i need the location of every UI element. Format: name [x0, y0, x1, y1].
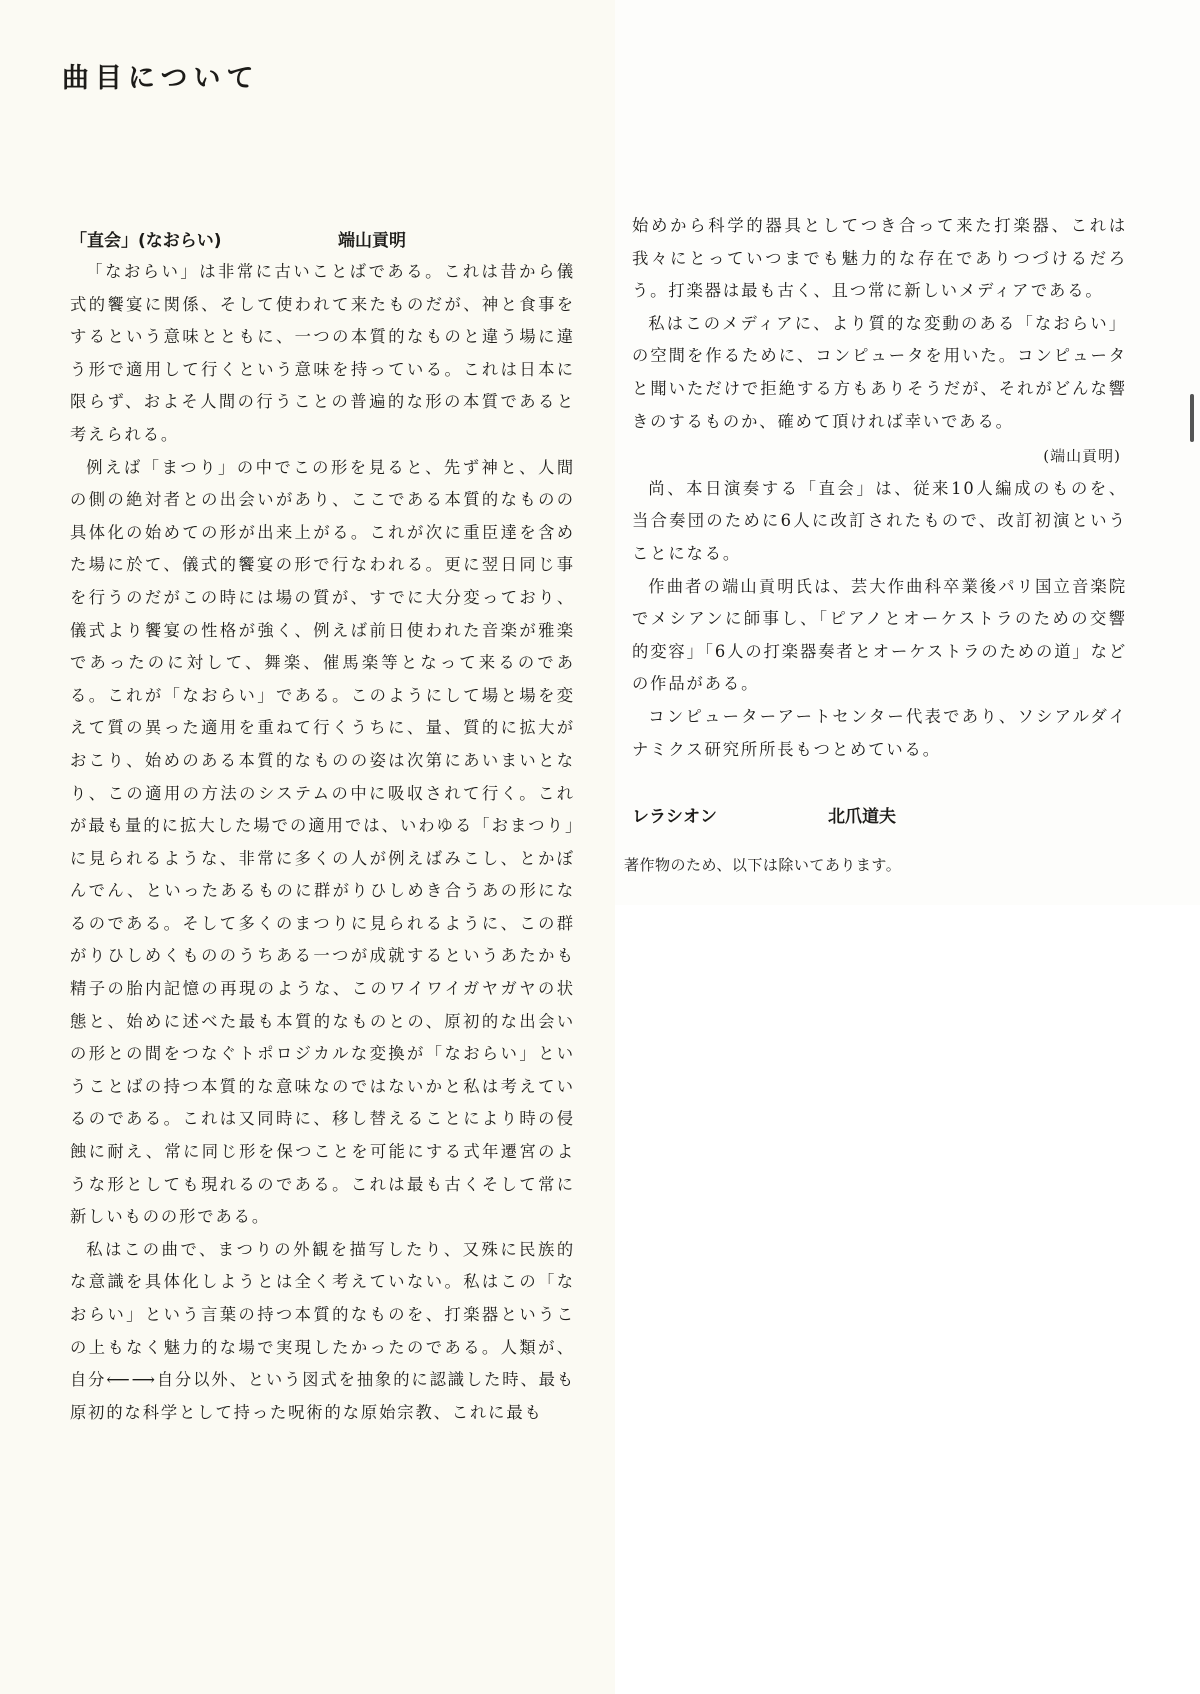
- paragraph: 私はこのメディアに、より質的な変動のある「なおらい」の空間を作るために、コンピュータを用いた。コンピュータと聞いただけで拒絶する方もありそうだが、それがどんな響きのするものか、確めて頂ければ幸いである。: [632, 313, 1127, 431]
- blank-area: [615, 905, 1200, 1694]
- left-column: [70, 226, 575, 1429]
- section-title: レラシオン: [632, 807, 717, 828]
- signature: (端山貢明): [1043, 447, 1121, 466]
- right-column: [624, 216, 1127, 875]
- section-author: 北爪道夫: [828, 807, 896, 828]
- section-heading-naorai: [70, 226, 575, 256]
- section-title: 「直会」(なおらい): [70, 231, 222, 251]
- paragraph: 始めから科学的器具としてつき合って来た打楽器、これは我々にとっていつまでも魅力的な存在でありつづけるだろう。打楽器は最も古く、且つ常に新しいメディアである。: [632, 216, 1127, 301]
- page-title: 曲目について: [62, 63, 260, 94]
- paragraph: 例えば「まつり」の中でこの形を見ると、先ず神と、人間の側の絶対者との出会いがあり、ここである本質的なものの具体化の始めての形が出来上がる。これが次に重臣達を含めた場に於て、儀式的饗宴の形で行なわれる。更に翌日同じ事を行うのだがこの時には場の質が、すでに大分変っており、儀式より饗宴の性格が強く、例えば前日使われた音楽が雅楽であったのに対して、舞楽、催馬楽等となって来るのである。これが「なおらい」である。このようにして場と場を変えて質の異った適用を重ねて行くうちに、量、質的に拡大がおこり、始めのある本質的なものの姿は次第にあいまいとなり、この適用の方法のシステムの中に吸収されて行く。これが最も量的に拡大した場での適用では、いわゆる「おまつり」に見られるような、非常に多くの人が例えばみこし、とかぼんでん、といったあるものに群がりひしめき合うあの形になるのである。そして多くのまつりに見られるように、この群がりひしめくもののうちある一つが成就するというあたかも精子の胎内記憶の再現のような、このワイワイガヤガヤの状態と、始めに述べた最も本質的なものとの、原初的な出会いの形との間をつなぐトポロジカルな変換が「なおらい」ということばの持つ本質的な意味なのではないかと私は考えているのである。これは又同時に、移し替えることにより時の侵蝕に耐え、常に同じ形を保つことを可能にする式年遷宮のような形としても現れるのである。これは最も古くそして常に新しいものの形である。: [70, 457, 575, 1227]
- section-author: 端山貢明: [338, 231, 406, 251]
- omission-note: 著作物のため、以下は除いてあります。: [624, 856, 902, 875]
- paragraph: 私はこの曲で、まつりの外観を描写したり、又殊に民族的な意識を具体化しようとは全く考えていない。私はこの「なおらい」という言葉の持つ本質的なものを、打楽器というこの上もなく魅力的な場で実現したかったのである。人類が、自分⟵⟶自分以外、という図式を抽象的に認識した時、最も原初的な科学として持った呪術的な原始宗教、これに最も: [70, 1239, 576, 1422]
- paragraph: 尚、本日演奏する「直会」は、従来10人編成のものを、当合奏団のために6人に改訂されたもので、改訂初演ということになる。: [632, 478, 1127, 563]
- paragraph: コンピューターアートセンター代表であり、ソシアルダイナミクス研究所所長もつとめている。: [632, 706, 1127, 759]
- paragraph: 作曲者の端山貢明氏は、芸大作曲科卒業後パリ国立音楽院でメシアンに師事し、「ピアノとオーケストラのための交響的変容」「6人の打楽器奏者とオーケストラのための道」などの作品がある。: [632, 576, 1127, 694]
- paragraph: 「なおらい」は非常に古いことばである。これは昔から儀式的饗宴に関係、そして使われて来たものだが、神と食事をするという意味とともに、一つの本質的なものと違う場に違う形で適用して行くという意味を持っている。これは日本に限らず、およそ人間の行うことの普遍的な形の本質であると考えられる。: [70, 262, 575, 444]
- section-heading-relation: [632, 802, 1127, 832]
- binding-mark: [1190, 394, 1194, 442]
